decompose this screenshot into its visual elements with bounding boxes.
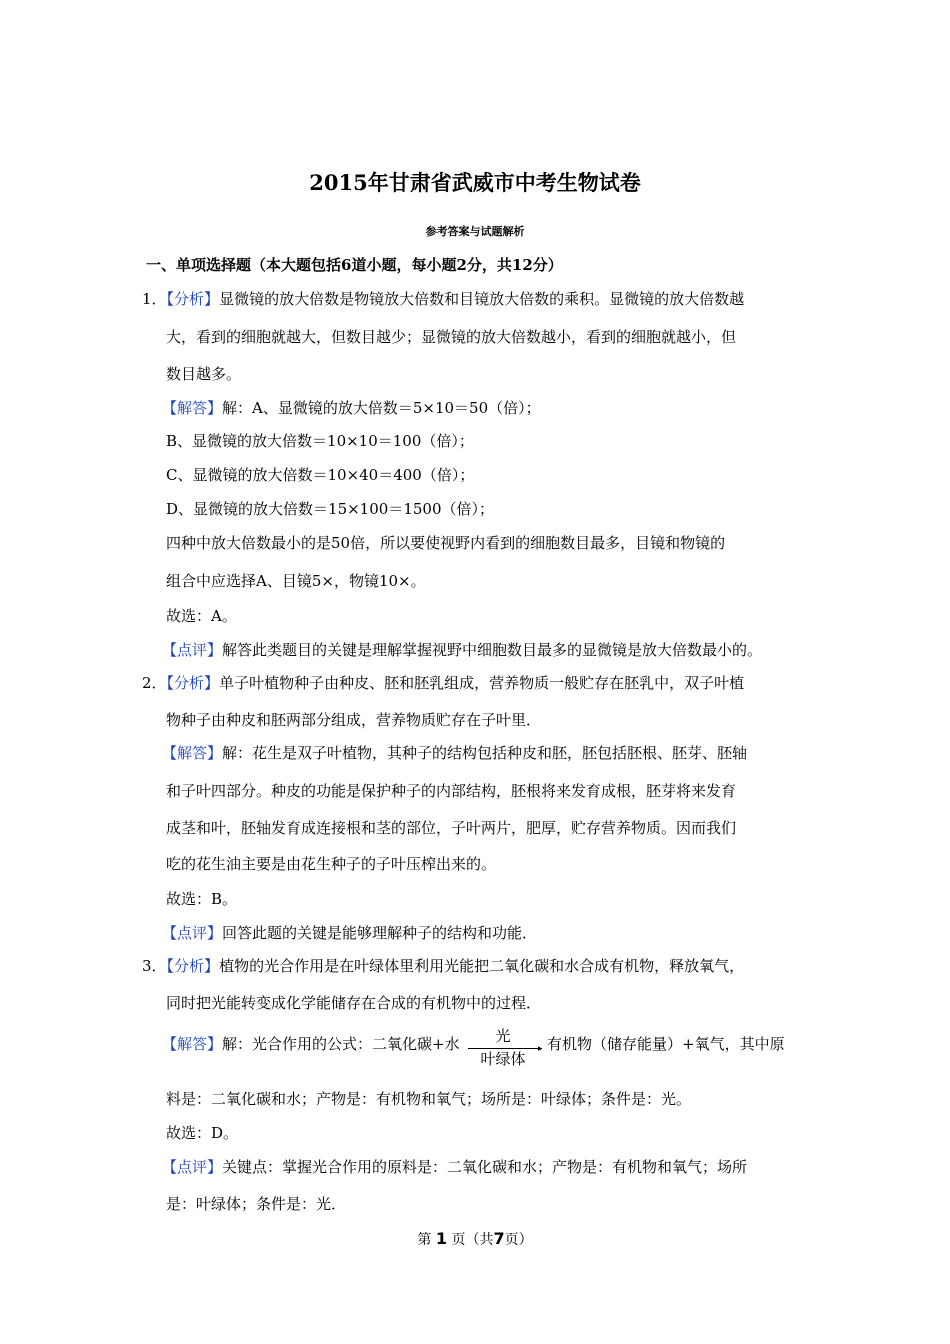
formula-site-chloroplast: 叶绿体 — [480, 1050, 526, 1068]
q2-comment-tag: 【点评】 — [162, 924, 223, 942]
formula-condition-light: 光 — [495, 1027, 511, 1045]
q2-answer-line-4: 吃的花生油主要是由花生种子的子叶压榨出来的。 — [166, 855, 497, 873]
q1-answer-line-5: 四种中放大倍数最小的是50倍，所以要使视野内看到的细胞数目最多，目镜和物镜的 — [166, 534, 726, 552]
q3-analysis-line-2: 同时把光能转变成化学能储存在合成的有机物中的过程． — [166, 994, 542, 1012]
q3-answer-line-1b: 有机物（储存能量）+氧气，其中原 — [547, 1035, 785, 1053]
q2-answer-line-2: 和子叶四部分。种皮的功能是保护种子的内部结构，胚根将来发育成根，胚芽将来发育 — [166, 782, 737, 800]
q3-comment-tag: 【点评】 — [162, 1158, 223, 1176]
q1-answer-tag: 【解答】 — [162, 399, 223, 417]
q2-answer-line-1: 【解答】解：花生是双子叶植物，其种子的结构包括种皮和胚，胚包括胚根、胚芽、胚轴 — [162, 744, 748, 762]
q3-choice: 故选：D。 — [166, 1124, 239, 1142]
q3-analysis-line-1: 3．【分析】植物的光合作用是在叶绿体里利用光能把二氧化碳和水合成有机物，释放氧气， — [142, 957, 745, 975]
q1-answer-line-2: B、显微镜的放大倍数＝10×10＝100（倍）； — [166, 432, 474, 450]
q3-answer-tag: 【解答】 — [162, 1035, 223, 1053]
q1-analysis-line-2: 大，看到的细胞就越大，但数目越少；显微镜的放大倍数越小，看到的细胞就越小，但 — [166, 328, 737, 346]
page-number: 1 — [435, 1229, 447, 1248]
q2-choice: 故选：B。 — [166, 890, 238, 908]
q2-analysis-tag: 【分析】 — [166, 674, 220, 692]
q2-answer-line-3: 成茎和叶，胚轴发育成连接根和茎的部位，子叶两片，肥厚，贮存营养物质。因而我们 — [166, 819, 737, 837]
q1-analysis-line-3: 数目越多。 — [166, 365, 242, 383]
q2-number: 2． — [142, 674, 167, 692]
page-total: 7 — [493, 1229, 505, 1248]
q1-analysis-tag: 【分析】 — [166, 290, 220, 308]
section-heading: 一、单项选择题（本大题包括6道小题，每小题2分，共12分） — [146, 256, 563, 274]
q3-analysis-tag: 【分析】 — [166, 957, 220, 975]
q2-comment: 【点评】回答此题的关键是能够理解种子的结构和功能． — [162, 924, 538, 942]
q3-comment-line-2: 是：叶绿体；条件是：光． — [166, 1195, 347, 1213]
q3-answer-line-1a: 【解答】解：光合作用的公式：二氧化碳+水 — [162, 1035, 460, 1053]
q3-answer-line-2: 料是：二氧化碳和水；产物是：有机物和氧气；场所是：叶绿体；条件是：光。 — [166, 1090, 692, 1108]
q2-analysis-line-2: 物种子由种皮和胚两部分组成，营养物质贮存在子叶里． — [166, 711, 542, 729]
q2-answer-tag: 【解答】 — [162, 744, 223, 762]
document-subtitle: 参考答案与试题解析 — [425, 225, 525, 238]
q1-answer-line-1: 【解答】解：A、显微镜的放大倍数＝5×10＝50（倍）； — [162, 399, 541, 417]
page-footer: 第 1 页（共7页） — [417, 1229, 533, 1248]
q3-comment-line-1: 【点评】关键点：掌握光合作用的原料是：二氧化碳和水；产物是：有机物和氧气；场所 — [162, 1158, 748, 1176]
q1-choice: 故选：A。 — [166, 607, 237, 625]
q1-analysis-line-1: 1．【分析】显微镜的放大倍数是物镜放大倍数和目镜放大倍数的乘积。显微镜的放大倍数越 — [142, 290, 745, 308]
q1-answer-line-4: D、显微镜的放大倍数＝15×100＝1500（倍）； — [166, 500, 494, 518]
document-title: 2015年甘肃省武威市中考生物试卷 — [309, 170, 641, 195]
q3-number: 3． — [142, 957, 167, 975]
q2-analysis-line-1: 2．【分析】单子叶植物种子由种皮、胚和胚乳组成，营养物质一般贮存在胚乳中，双子叶植 — [142, 674, 745, 692]
q1-number: 1． — [142, 290, 167, 308]
q1-comment: 【点评】解答此类题目的关键是理解掌握视野中细胞数目最多的显微镜是放大倍数最小的。 — [162, 641, 763, 659]
arrow-head-icon: ▸ — [538, 1044, 543, 1054]
q1-answer-line-6: 组合中应选择A、目镜5×，物镜10×。 — [166, 572, 426, 590]
q1-answer-line-3: C、显微镜的放大倍数＝10×40＝400（倍）； — [166, 466, 475, 484]
q1-comment-tag: 【点评】 — [162, 641, 223, 659]
